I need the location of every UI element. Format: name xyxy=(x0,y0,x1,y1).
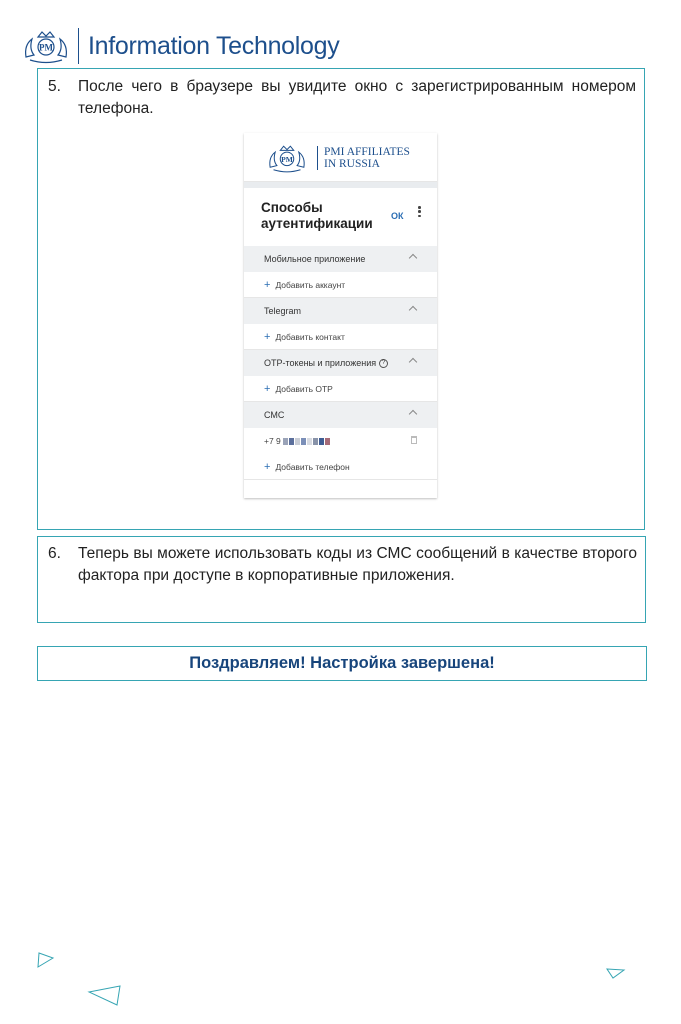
plus-icon: + xyxy=(264,278,271,291)
step-number: 6. xyxy=(48,545,61,562)
brand-divider xyxy=(317,146,318,170)
pmi-crest-icon xyxy=(265,142,309,174)
add-contact-link[interactable]: + Добавить контакт xyxy=(244,324,437,350)
chevron-up-icon xyxy=(409,410,417,418)
more-menu-icon[interactable] xyxy=(418,206,421,219)
header-divider xyxy=(78,28,79,64)
triangle-decoration-icon xyxy=(34,950,56,970)
section-sms[interactable]: СМС xyxy=(244,402,437,428)
page-title: Information Technology xyxy=(88,31,340,60)
registered-phone xyxy=(244,428,437,454)
completion-message: Поздравляем! Настройка завершена! xyxy=(189,654,495,672)
triangle-decoration-icon xyxy=(604,966,626,982)
plus-icon: + xyxy=(264,460,271,473)
plus-icon: + xyxy=(264,330,271,343)
section-otp[interactable]: OTP-токены и приложения ? xyxy=(244,350,437,376)
phone-prefix: +7 9 xyxy=(264,436,281,446)
step-6 xyxy=(48,543,637,587)
svg-text:PM: PM xyxy=(39,42,53,53)
chevron-up-icon xyxy=(409,306,417,314)
plus-icon: + xyxy=(264,382,271,395)
screenshot-header xyxy=(244,133,437,182)
completion-box xyxy=(37,646,647,681)
svg-text:PM: PM xyxy=(281,154,293,164)
pmi-crest-icon xyxy=(20,27,72,65)
help-icon[interactable]: ? xyxy=(379,359,388,368)
auth-title: Способы аутентификации xyxy=(261,200,373,231)
brand-name: PMI AFFILIATES IN RUSSIA xyxy=(324,146,410,170)
auth-title-bar xyxy=(244,188,437,246)
chevron-up-icon xyxy=(409,358,417,366)
section-mobile-app[interactable]: Мобильное приложение xyxy=(244,246,437,272)
page-header xyxy=(20,26,339,66)
section-telegram[interactable]: Telegram xyxy=(244,298,437,324)
step-text: Теперь вы можете использовать коды из СМС сообщений в качестве второго фактора при доступе в корпоративные приложения. xyxy=(78,545,637,584)
triangle-decoration-icon xyxy=(85,984,125,1008)
chevron-up-icon xyxy=(409,254,417,262)
step-6-box xyxy=(37,536,646,623)
add-account-link[interactable]: + Добавить аккаунт xyxy=(244,272,437,298)
add-otp-link[interactable]: + Добавить OTP xyxy=(244,376,437,402)
screenshot-footer xyxy=(244,480,437,498)
masked-phone-digits xyxy=(283,438,331,445)
step-number: 5. xyxy=(48,78,61,95)
trash-icon[interactable] xyxy=(411,436,417,444)
step-5 xyxy=(48,76,636,120)
auth-methods-screenshot xyxy=(244,133,437,498)
add-phone-link[interactable]: + Добавить телефон xyxy=(244,454,437,480)
step-text: После чего в браузере вы увидите окно с зарегистрированным номером телефона. xyxy=(78,78,636,117)
ok-button[interactable]: ОК xyxy=(391,211,404,221)
